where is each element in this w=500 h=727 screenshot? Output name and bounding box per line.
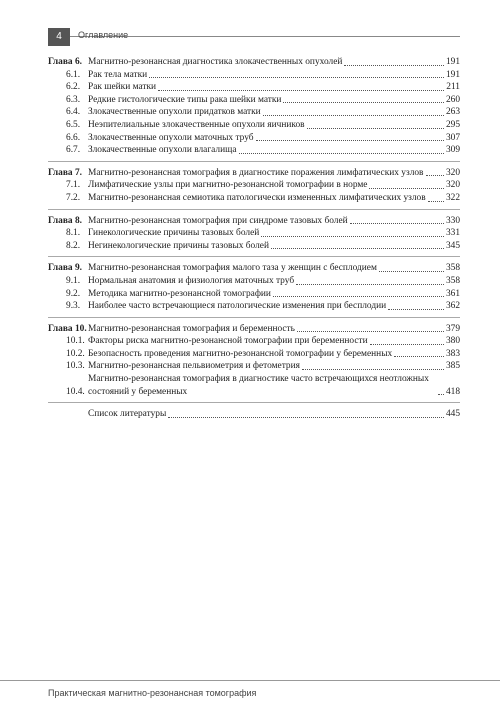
toc-entry-title-wrap bbox=[88, 348, 446, 361]
toc-entry-page: 260 bbox=[445, 94, 460, 105]
toc-dot-leader bbox=[426, 175, 444, 176]
toc-dot-leader bbox=[271, 248, 444, 249]
toc-section-entry bbox=[48, 275, 460, 288]
toc-entry-page: 309 bbox=[445, 145, 460, 156]
toc-chapter-entry bbox=[48, 323, 460, 336]
toc-entry-page: 330 bbox=[445, 215, 460, 226]
toc-dot-leader bbox=[256, 140, 444, 141]
toc-entry-number: 7.1. bbox=[66, 180, 81, 191]
toc-entry-title: Магнитно-резонансная томография в диагностике часто встречающихся неотложных состояний у беременных bbox=[88, 374, 429, 397]
toc-entry-page: 345 bbox=[445, 240, 460, 251]
toc-dot-leader bbox=[394, 356, 444, 357]
toc-entry-page: 211 bbox=[446, 82, 460, 93]
toc-entry-title-wrap bbox=[88, 373, 446, 398]
toc-section-entry bbox=[48, 360, 460, 373]
toc-dot-leader bbox=[302, 369, 444, 370]
page-number-badge: 4 bbox=[48, 28, 70, 46]
running-header-title: Оглавление bbox=[78, 30, 129, 40]
toc-entry-number: 9.1. bbox=[66, 275, 81, 286]
toc-entry-title: Факторы риска магнитно-резонансной томографии при беременности bbox=[88, 336, 368, 347]
toc-entry-title: Список литературы bbox=[88, 409, 167, 420]
toc-entry-number: 9.2. bbox=[66, 288, 81, 299]
toc-entry-number: 8.1. bbox=[66, 228, 81, 239]
toc-entry-title-wrap bbox=[88, 56, 446, 69]
toc-entry-title-wrap bbox=[88, 360, 446, 373]
toc-entry-title: Редкие гистологические типы рака шейки матки bbox=[88, 94, 282, 105]
toc-dot-leader bbox=[239, 153, 444, 154]
toc-entry-page: 358 bbox=[445, 263, 460, 274]
toc-dot-leader bbox=[297, 331, 444, 332]
toc-dot-leader bbox=[350, 223, 444, 224]
toc-group-separator bbox=[48, 161, 460, 162]
toc-dot-leader bbox=[388, 309, 444, 310]
toc-dot-leader bbox=[307, 128, 444, 129]
toc-entry-title: Методика магнитно-резонансной томографии bbox=[88, 288, 271, 299]
toc-entry-title: Злокачественные опухоли придатков матки bbox=[88, 107, 261, 118]
toc-entry-number: 6.3. bbox=[66, 94, 81, 105]
toc-entry-title-wrap bbox=[88, 215, 446, 228]
toc-entry-number: 6.2. bbox=[66, 82, 81, 93]
toc-entry-page: 263 bbox=[445, 107, 460, 118]
toc-entry-title-wrap bbox=[88, 179, 446, 192]
toc-entry-title: Магнитно-резонансная семиотика патологически измененных лимфатических узлов bbox=[88, 192, 426, 203]
toc-entry-title: Рак шейки матки bbox=[88, 82, 157, 93]
toc-entry-number: Глава 8. bbox=[48, 215, 82, 226]
toc-dot-leader bbox=[438, 394, 444, 395]
table-of-contents bbox=[48, 56, 460, 421]
toc-entry-title: Лимфатические узлы при магнитно-резонансной томографии в норме bbox=[88, 180, 368, 191]
toc-entry-title-wrap bbox=[88, 240, 446, 253]
toc-section-entry bbox=[48, 348, 460, 361]
toc-dot-leader bbox=[263, 115, 444, 116]
toc-entry-page: 418 bbox=[445, 386, 460, 397]
toc-group-separator bbox=[48, 256, 460, 257]
toc-section-entry bbox=[48, 192, 460, 205]
toc-group-separator bbox=[48, 402, 460, 403]
toc-entry-number: Глава 6. bbox=[48, 57, 82, 67]
toc-section-entry bbox=[48, 335, 460, 348]
toc-entry-page: 358 bbox=[445, 275, 460, 286]
toc-entry-title-wrap bbox=[88, 94, 446, 107]
toc-entry-title: Магнитно-резонансная пельвиометрия и фетометрия bbox=[88, 361, 300, 372]
toc-entry-number: 7.2. bbox=[66, 192, 81, 203]
toc-entry-title: Рак тела матки bbox=[88, 69, 148, 80]
toc-section-entry bbox=[48, 106, 460, 119]
toc-section-entry bbox=[48, 94, 460, 107]
toc-entry-title-wrap bbox=[88, 81, 446, 94]
toc-entry-number: 8.2. bbox=[66, 240, 81, 251]
toc-entry-title: Негинекологические причины тазовых болей bbox=[88, 240, 269, 251]
toc-entry-page: 361 bbox=[445, 288, 460, 299]
toc-entry-page: 331 bbox=[445, 228, 460, 239]
toc-group-separator bbox=[48, 317, 460, 318]
toc-chapter-entry bbox=[48, 56, 460, 69]
toc-entry-page: 322 bbox=[445, 192, 460, 203]
toc-dot-leader bbox=[296, 284, 444, 285]
toc-chapter-entry bbox=[48, 215, 460, 228]
toc-section-entry bbox=[48, 240, 460, 253]
toc-entry-title: Злокачественные опухоли маточных труб bbox=[88, 132, 254, 143]
toc-entry-title: Неэпителиальные злокачественные опухоли яичников bbox=[88, 119, 305, 130]
toc-entry-title: Магнитно-резонансная диагностика злокачественных опухолей bbox=[88, 57, 343, 67]
toc-entry-title-wrap bbox=[88, 69, 446, 82]
toc-entry-title-wrap bbox=[88, 275, 446, 288]
toc-section-entry bbox=[48, 288, 460, 301]
toc-entry-number: 10.2. bbox=[66, 348, 85, 359]
toc-section-entry bbox=[48, 227, 460, 240]
toc-chapter-entry bbox=[48, 408, 460, 421]
toc-entry-number: 6.1. bbox=[66, 69, 81, 80]
toc-entry-page: 379 bbox=[445, 323, 460, 334]
toc-entry-number: Глава 10. bbox=[48, 323, 87, 334]
toc-entry-number: 6.4. bbox=[66, 107, 81, 118]
toc-section-entry bbox=[48, 144, 460, 157]
toc-dot-leader bbox=[273, 296, 444, 297]
toc-entry-number: 10.4. bbox=[66, 386, 85, 397]
toc-section-entry bbox=[48, 69, 460, 82]
toc-entry-title: Злокачественные опухоли влагалища bbox=[88, 145, 237, 156]
toc-entry-title: Магнитно-резонансная томография в диагностике поражения лимфатических узлов bbox=[88, 167, 424, 178]
toc-entry-title-wrap bbox=[88, 335, 446, 348]
toc-chapter-entry bbox=[48, 167, 460, 180]
running-footer-title: Практическая магнитно-резонансная томография bbox=[48, 688, 257, 698]
toc-entry-title: Безопасность проведения магнитно-резонансной томографии у беременных bbox=[88, 348, 393, 359]
toc-entry-page: 320 bbox=[445, 180, 460, 191]
toc-entry-page: 385 bbox=[445, 361, 460, 372]
toc-entry-number: 10.1. bbox=[66, 336, 85, 347]
footer-rule bbox=[0, 680, 500, 681]
toc-entry-title-wrap bbox=[88, 106, 446, 119]
toc-dot-leader bbox=[261, 236, 444, 237]
toc-section-entry bbox=[48, 81, 460, 94]
toc-entry-title-wrap bbox=[88, 408, 446, 421]
toc-entry-number: 6.6. bbox=[66, 132, 81, 143]
toc-entry-title-wrap bbox=[88, 262, 446, 275]
toc-entry-title-wrap bbox=[88, 300, 446, 313]
toc-entry-page: 320 bbox=[445, 167, 460, 178]
toc-dot-leader bbox=[370, 344, 444, 345]
toc-section-entry bbox=[48, 179, 460, 192]
toc-entry-page: 307 bbox=[445, 132, 460, 143]
toc-dot-leader bbox=[283, 102, 444, 103]
toc-dot-leader bbox=[158, 90, 444, 91]
toc-section-entry bbox=[48, 373, 460, 398]
toc-entry-page: 362 bbox=[445, 301, 460, 312]
toc-entry-title-wrap bbox=[88, 144, 446, 157]
toc-group-separator bbox=[48, 209, 460, 210]
toc-entry-number: 6.7. bbox=[66, 145, 81, 156]
toc-entry-title: Нормальная анатомия и физиология маточных труб bbox=[88, 275, 295, 286]
toc-entry-title-wrap bbox=[88, 192, 446, 205]
toc-entry-title-wrap bbox=[88, 227, 446, 240]
toc-entry-number: Глава 7. bbox=[48, 167, 82, 178]
toc-entry-title-wrap bbox=[88, 132, 446, 145]
toc-entry-number: Глава 9. bbox=[48, 263, 82, 274]
toc-entry-title: Магнитно-резонансная томография при синдроме тазовых болей bbox=[88, 215, 348, 226]
toc-entry-page: 191 bbox=[445, 57, 460, 67]
toc-dot-leader bbox=[369, 188, 443, 189]
toc-entry-title-wrap bbox=[88, 323, 446, 336]
toc-entry-number: 9.3. bbox=[66, 301, 81, 312]
toc-dot-leader bbox=[428, 201, 444, 202]
toc-entry-title: Наиболее часто встречающиеся патологические изменения при бесплодии bbox=[88, 301, 387, 312]
toc-entry-title-wrap bbox=[88, 119, 446, 132]
toc-section-entry bbox=[48, 300, 460, 313]
toc-section-entry bbox=[48, 119, 460, 132]
toc-entry-title: Гинекологические причины тазовых болей bbox=[88, 228, 260, 239]
toc-entry-page: 380 bbox=[445, 336, 460, 347]
toc-entry-page: 295 bbox=[445, 119, 460, 130]
toc-entry-title-wrap bbox=[88, 288, 446, 301]
toc-dot-leader bbox=[149, 77, 444, 78]
toc-entry-number: 10.3. bbox=[66, 361, 85, 372]
toc-section-entry bbox=[48, 132, 460, 145]
toc-dot-leader bbox=[168, 417, 444, 418]
toc-entry-page: 191 bbox=[445, 69, 460, 80]
toc-entry-page: 445 bbox=[445, 409, 460, 420]
toc-entry-number: 6.5. bbox=[66, 119, 81, 130]
toc-dot-leader bbox=[379, 271, 444, 272]
toc-entry-title-wrap bbox=[88, 167, 446, 180]
toc-chapter-entry bbox=[48, 262, 460, 275]
toc-entry-title: Магнитно-резонансная томография малого таза у женщин с бесплодием bbox=[88, 263, 377, 274]
toc-entry-page: 383 bbox=[445, 348, 460, 359]
toc-entry-title: Магнитно-резонансная томография и беременность bbox=[88, 323, 295, 334]
toc-dot-leader bbox=[344, 65, 444, 66]
